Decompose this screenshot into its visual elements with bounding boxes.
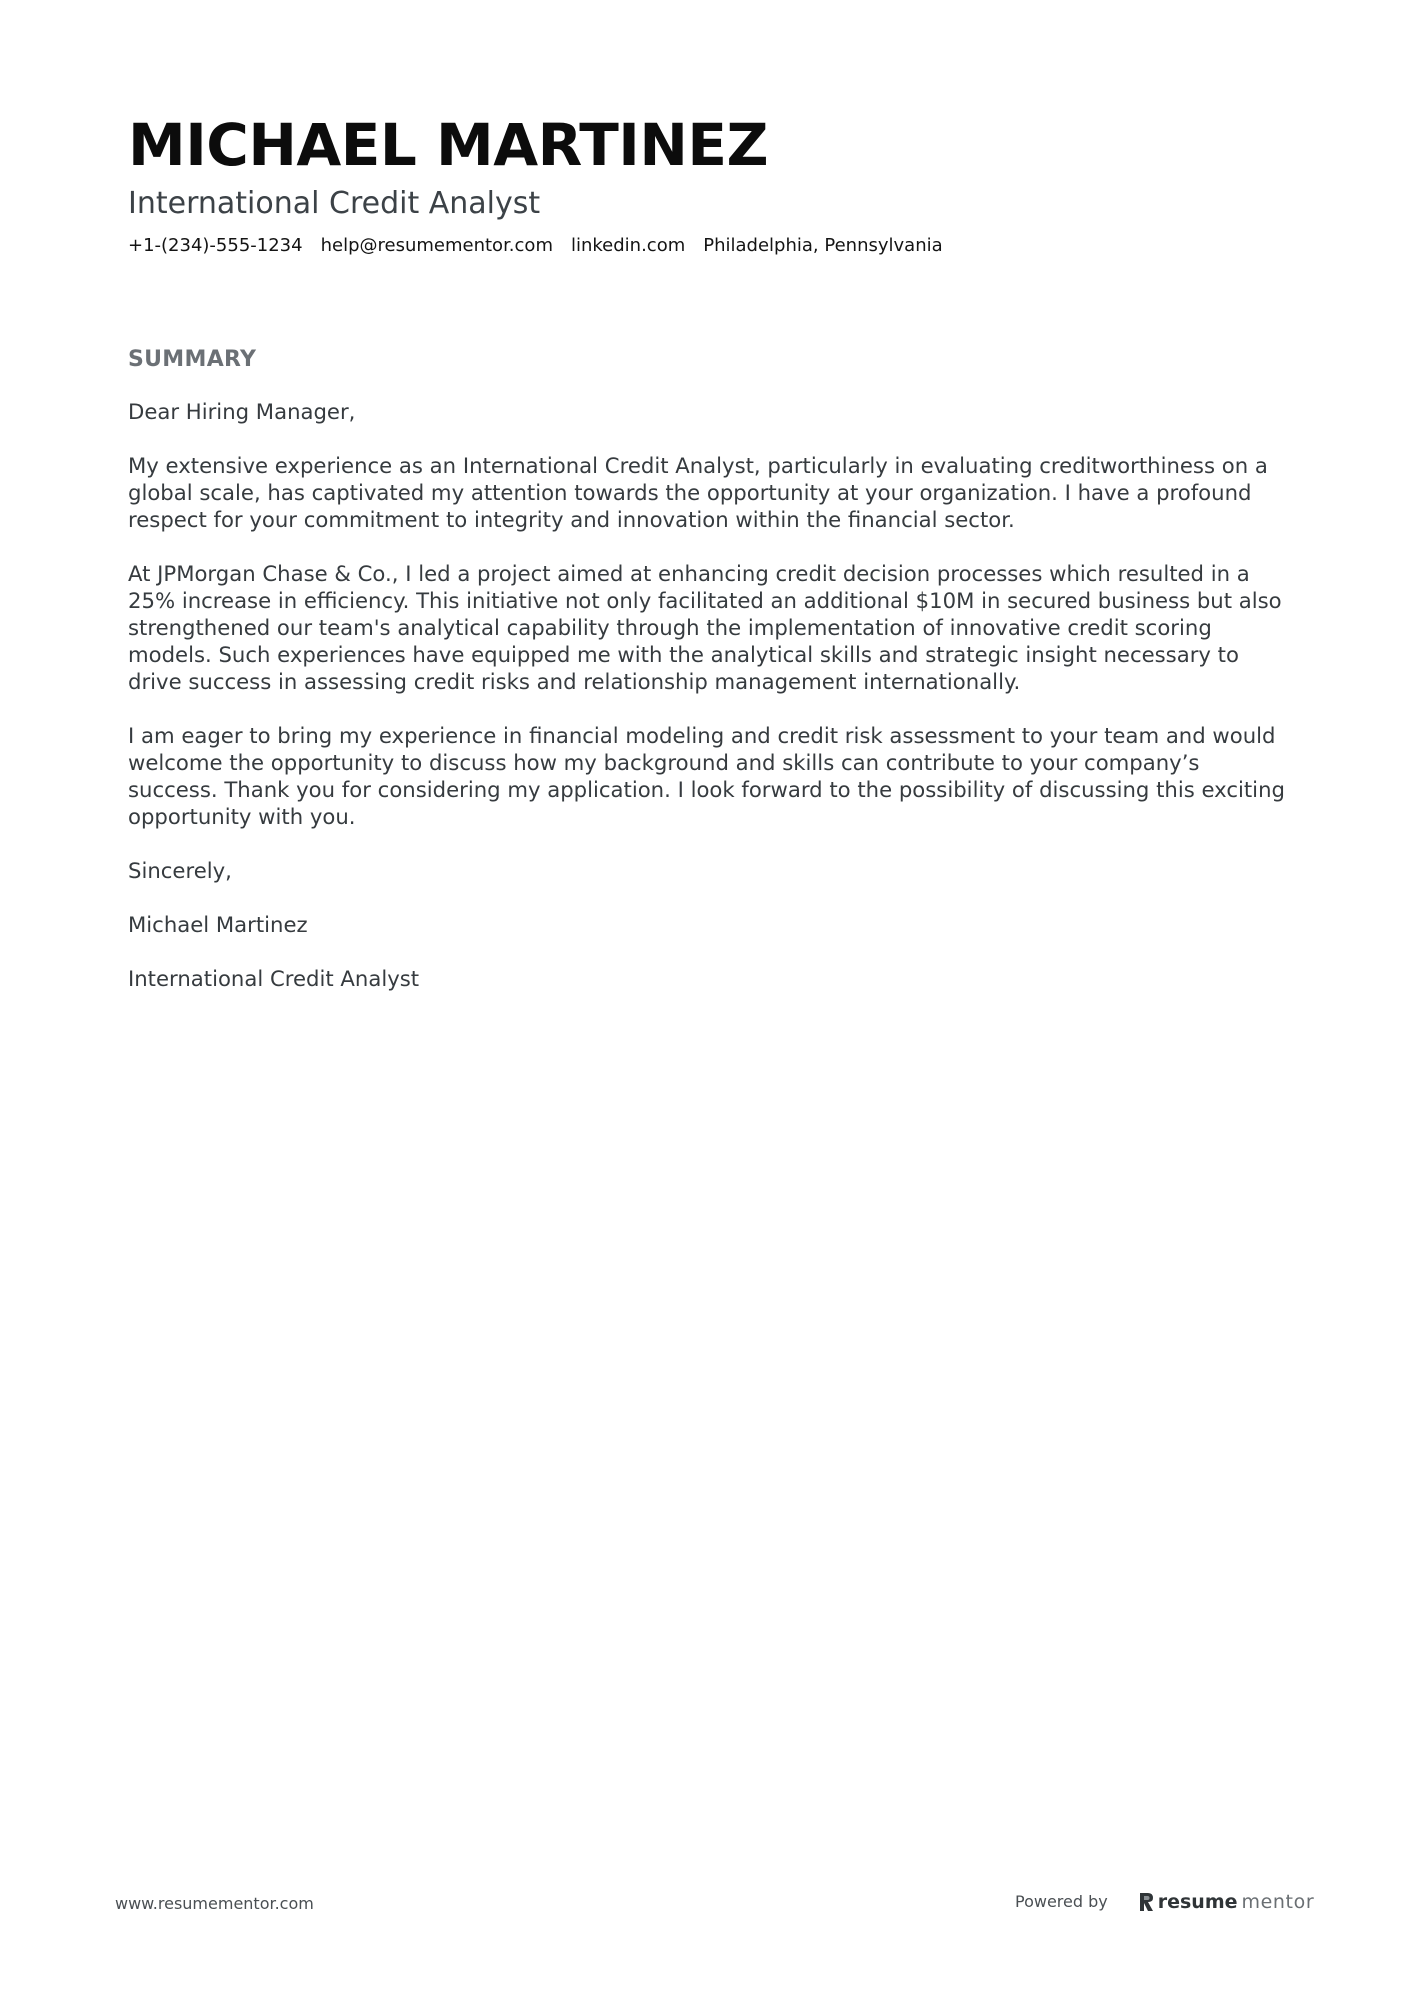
powered-by-label: Powered by bbox=[1015, 1892, 1108, 1911]
footer-url[interactable]: www.resumementor.com bbox=[115, 1894, 314, 1913]
candidate-title: International Credit Analyst bbox=[128, 186, 541, 221]
contact-location: Philadelphia, Pennsylvania bbox=[703, 235, 943, 256]
signature-name: Michael Martinez bbox=[128, 912, 308, 937]
contact-linkedin[interactable]: linkedin.com bbox=[570, 235, 686, 256]
powered-by bbox=[1015, 1890, 1314, 1914]
contact-email[interactable]: help@resumementor.com bbox=[320, 235, 553, 256]
signature-title: International Credit Analyst bbox=[128, 966, 420, 991]
contact-info bbox=[128, 233, 943, 259]
contact-phone: +1-(234)-555-1234 bbox=[128, 235, 303, 256]
brand-text-mentor: mentor bbox=[1241, 1891, 1315, 1913]
letter-paragraph-2: At JPMorgan Chase & Co., I led a project aimed at enhancing credit decision processes which resulted in a 25% increase in efficiency. This initiative not only facilitated an additional $10M in secured business but also strengthened our team's analytical capability through the implementation of innovative credit scoring models. Such experiences have equipped me with the analytical skills and strategic insight necessary to drive success in assessing credit risks and relationship management internationally. bbox=[128, 561, 1282, 694]
brand-text-resume: resume bbox=[1157, 1891, 1238, 1913]
brand-logo[interactable] bbox=[1138, 1890, 1315, 1914]
candidate-name: MICHAEL MARTINEZ bbox=[128, 111, 769, 179]
letter-body bbox=[128, 398, 1288, 1019]
letter-greeting: Dear Hiring Manager, bbox=[128, 399, 356, 424]
summary-heading: SUMMARY bbox=[128, 347, 257, 372]
letter-closing: Sincerely, bbox=[128, 858, 232, 883]
letter-paragraph-1: My extensive experience as an International Credit Analyst, particularly in evaluating creditworthiness on a global scale, has captivated my attention towards the opportunity at your organization. I have a profound respect for your commitment to integrity and innovation within the financial sector. bbox=[128, 453, 1268, 532]
letter-paragraph-3: I am eager to bring my experience in financial modeling and credit risk assessment to your team and would welcome the opportunity to discuss how my background and skills can contribute to your company’s success. Thank you for considering my application. I look forward to the possibility of discussing this exciting opportunity with you. bbox=[128, 723, 1285, 829]
resumementor-logo-icon bbox=[1138, 1892, 1154, 1912]
